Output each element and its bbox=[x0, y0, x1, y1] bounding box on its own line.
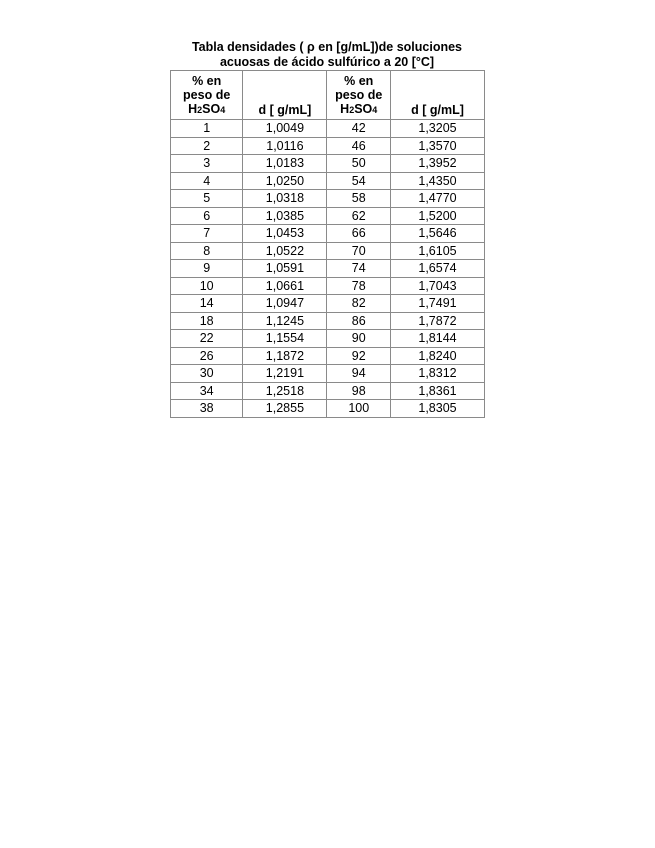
density-cell: 1,1245 bbox=[243, 312, 327, 330]
table-row bbox=[171, 400, 485, 418]
formula-h2so4: H2SO4 bbox=[340, 102, 378, 116]
header-pct-line2: peso de bbox=[335, 88, 383, 102]
density-cell: 1,6574 bbox=[391, 260, 485, 278]
header-percent-weight-right bbox=[327, 71, 391, 120]
density-cell: 1,0661 bbox=[243, 277, 327, 295]
density-cell: 1,1554 bbox=[243, 330, 327, 348]
table-body bbox=[171, 120, 485, 418]
percent-cell: 90 bbox=[327, 330, 391, 348]
density-cell: 1,1872 bbox=[243, 347, 327, 365]
table-row bbox=[171, 155, 485, 173]
density-cell: 1,4350 bbox=[391, 172, 485, 190]
percent-cell: 58 bbox=[327, 190, 391, 208]
table-row bbox=[171, 277, 485, 295]
header-pct-line1: % en bbox=[344, 74, 374, 88]
density-cell: 1,3205 bbox=[391, 120, 485, 138]
percent-cell: 4 bbox=[171, 172, 243, 190]
table-row bbox=[171, 190, 485, 208]
percent-cell: 78 bbox=[327, 277, 391, 295]
density-cell: 1,0250 bbox=[243, 172, 327, 190]
percent-cell: 5 bbox=[171, 190, 243, 208]
header-density-right: d [ g/mL] bbox=[391, 71, 485, 120]
table-row bbox=[171, 137, 485, 155]
percent-cell: 3 bbox=[171, 155, 243, 173]
header-percent-weight-left bbox=[171, 71, 243, 120]
table-row bbox=[171, 260, 485, 278]
table-row bbox=[171, 295, 485, 313]
density-table bbox=[170, 70, 485, 418]
table-row bbox=[171, 347, 485, 365]
density-cell: 1,8361 bbox=[391, 382, 485, 400]
percent-cell: 54 bbox=[327, 172, 391, 190]
density-cell: 1,8305 bbox=[391, 400, 485, 418]
percent-cell: 42 bbox=[327, 120, 391, 138]
density-cell: 1,3952 bbox=[391, 155, 485, 173]
density-cell: 1,6105 bbox=[391, 242, 485, 260]
density-cell: 1,0453 bbox=[243, 225, 327, 243]
percent-cell: 50 bbox=[327, 155, 391, 173]
density-cell: 1,0385 bbox=[243, 207, 327, 225]
table-row bbox=[171, 365, 485, 383]
density-cell: 1,0947 bbox=[243, 295, 327, 313]
percent-cell: 1 bbox=[171, 120, 243, 138]
density-cell: 1,7872 bbox=[391, 312, 485, 330]
percent-cell: 86 bbox=[327, 312, 391, 330]
percent-cell: 7 bbox=[171, 225, 243, 243]
density-cell: 1,0116 bbox=[243, 137, 327, 155]
percent-cell: 100 bbox=[327, 400, 391, 418]
density-cell: 1,5646 bbox=[391, 225, 485, 243]
density-cell: 1,7043 bbox=[391, 277, 485, 295]
percent-cell: 9 bbox=[171, 260, 243, 278]
percent-cell: 46 bbox=[327, 137, 391, 155]
density-cell: 1,8144 bbox=[391, 330, 485, 348]
percent-cell: 6 bbox=[171, 207, 243, 225]
percent-cell: 98 bbox=[327, 382, 391, 400]
percent-cell: 70 bbox=[327, 242, 391, 260]
percent-cell: 66 bbox=[327, 225, 391, 243]
density-cell: 1,0183 bbox=[243, 155, 327, 173]
density-cell: 1,0591 bbox=[243, 260, 327, 278]
percent-cell: 38 bbox=[171, 400, 243, 418]
percent-cell: 30 bbox=[171, 365, 243, 383]
title-line-2: acuosas de ácido sulfúrico a 20 [°C] bbox=[219, 55, 435, 69]
percent-cell: 2 bbox=[171, 137, 243, 155]
density-cell: 1,0522 bbox=[243, 242, 327, 260]
formula-h2so4: H2SO4 bbox=[188, 102, 226, 116]
table-row bbox=[171, 382, 485, 400]
percent-cell: 10 bbox=[171, 277, 243, 295]
percent-cell: 18 bbox=[171, 312, 243, 330]
title-line-1: Tabla densidades ( ρ en [g/mL])de soluciones bbox=[191, 40, 463, 54]
density-cell: 1,7491 bbox=[391, 295, 485, 313]
percent-cell: 62 bbox=[327, 207, 391, 225]
table-row bbox=[171, 172, 485, 190]
table-row bbox=[171, 330, 485, 348]
percent-cell: 14 bbox=[171, 295, 243, 313]
density-cell: 1,2518 bbox=[243, 382, 327, 400]
percent-cell: 92 bbox=[327, 347, 391, 365]
density-cell: 1,3570 bbox=[391, 137, 485, 155]
density-cell: 1,2191 bbox=[243, 365, 327, 383]
density-cell: 1,0318 bbox=[243, 190, 327, 208]
header-pct-line1: % en bbox=[192, 74, 222, 88]
percent-cell: 34 bbox=[171, 382, 243, 400]
percent-cell: 94 bbox=[327, 365, 391, 383]
density-cell: 1,4770 bbox=[391, 190, 485, 208]
header-density-left: d [ g/mL] bbox=[243, 71, 327, 120]
density-cell: 1,2855 bbox=[243, 400, 327, 418]
density-cell: 1,5200 bbox=[391, 207, 485, 225]
header-pct-line2: peso de bbox=[183, 88, 231, 102]
table-title bbox=[170, 40, 484, 70]
density-cell: 1,0049 bbox=[243, 120, 327, 138]
percent-cell: 26 bbox=[171, 347, 243, 365]
table-row bbox=[171, 207, 485, 225]
table-row bbox=[171, 242, 485, 260]
density-cell: 1,8240 bbox=[391, 347, 485, 365]
table-row bbox=[171, 312, 485, 330]
table-row bbox=[171, 120, 485, 138]
percent-cell: 8 bbox=[171, 242, 243, 260]
density-cell: 1,8312 bbox=[391, 365, 485, 383]
percent-cell: 74 bbox=[327, 260, 391, 278]
header-row bbox=[171, 71, 485, 120]
percent-cell: 82 bbox=[327, 295, 391, 313]
percent-cell: 22 bbox=[171, 330, 243, 348]
table-row bbox=[171, 225, 485, 243]
